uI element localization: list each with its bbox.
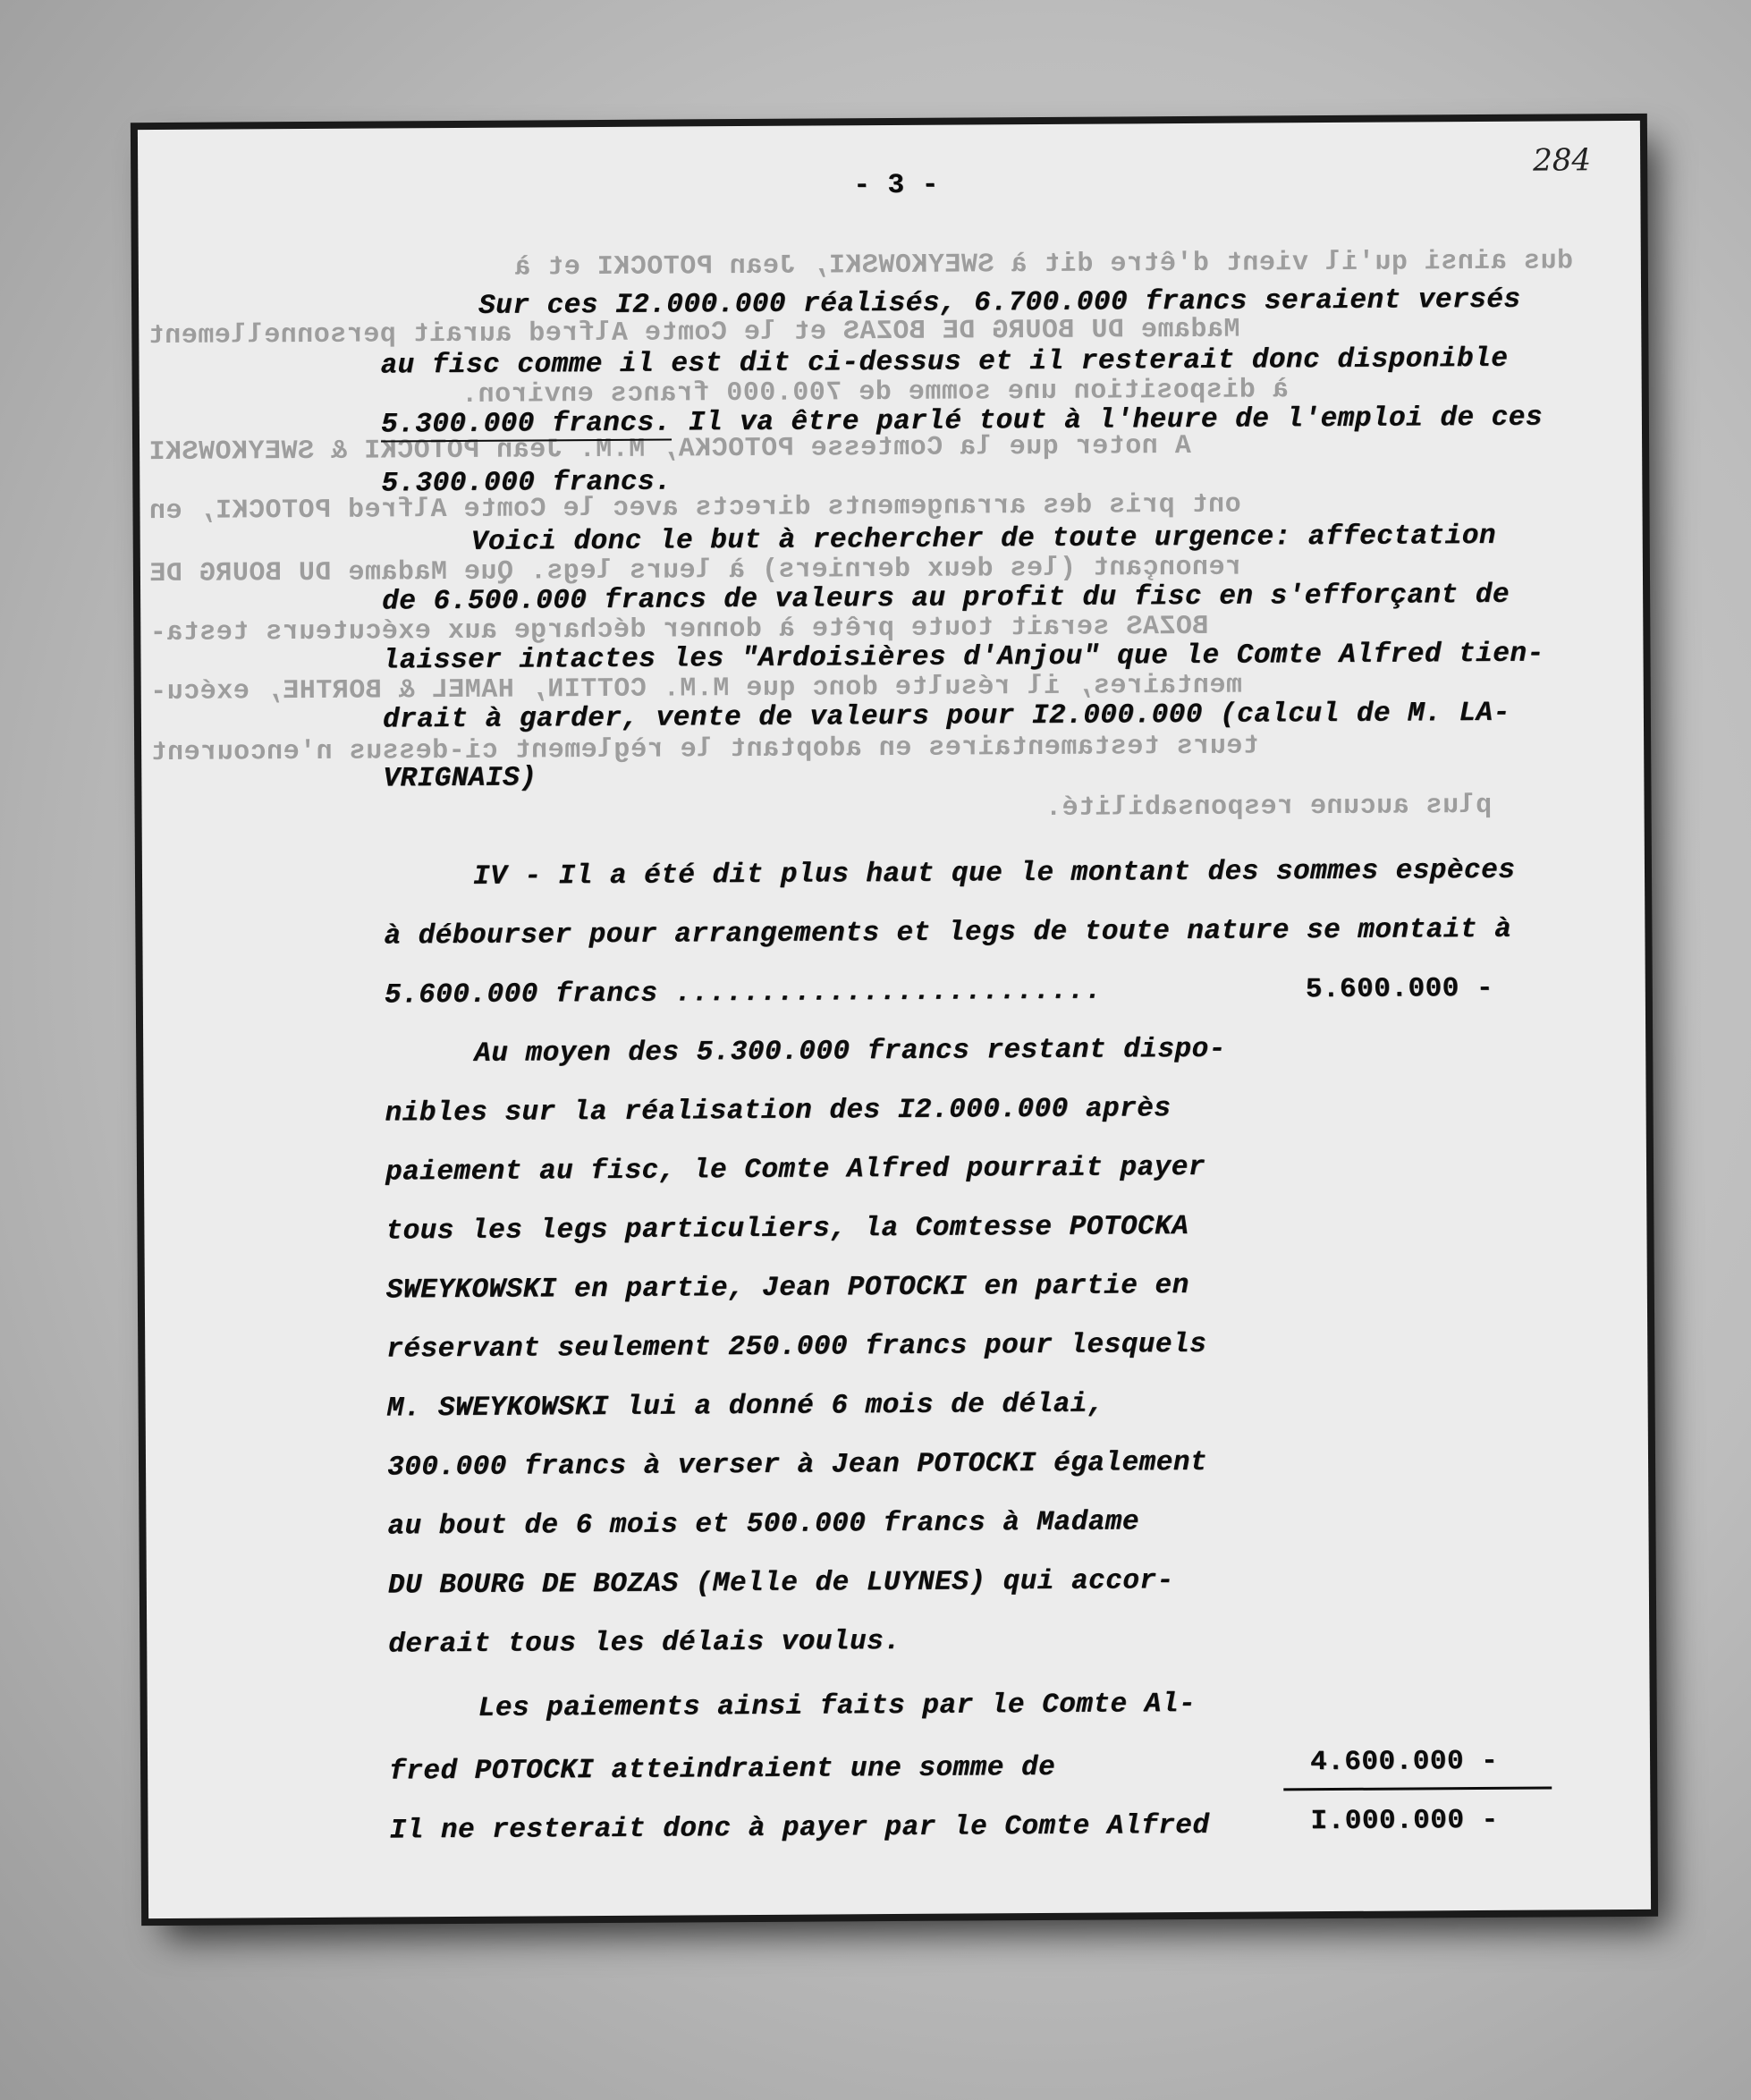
text-line: paiement au fisc, le Comte Alfred pourrait payer [385, 1151, 1206, 1189]
text-line: M. SWEYKOWSKI lui a donné 6 mois de délai, [386, 1388, 1105, 1425]
text-line: à débourser pour arrangements et legs de toute nature se montait à [384, 913, 1512, 953]
text-line: fred POTOCKI atteindraient une somme de [389, 1751, 1056, 1788]
sum-rule [1283, 1787, 1552, 1791]
text-line: drait à garder, vente de valeurs pour I2.000.000 (calcul de M. LA- [382, 697, 1510, 736]
text-line: DU BOURG DE BOZAS (Melle de LUYNES) qui accor- [387, 1565, 1174, 1602]
bleed-through-line: ont pris des arrangements directs avec le Comte Alfred POTOCKI, en [148, 489, 1241, 528]
page-number: - 3 - [853, 169, 939, 202]
typed-page [138, 121, 1651, 1918]
bleed-through-line: dus ainsi qu'il vient d'être dit à SWEYKOWSKI, Jean POTOCKI et à [513, 246, 1574, 284]
text-line: 5.300.000 francs. [381, 466, 672, 500]
text-line: Voici donc le but à rechercher de toute urgence: affectation [470, 520, 1497, 558]
text-line: VRIGNAIS) [383, 762, 537, 795]
text-line [381, 402, 1543, 441]
bleed-through-line: teurs testamentaires en adoptant le règlement ci-dessus n'encourent [150, 731, 1259, 769]
text-line: 5.600.000 francs ......................... [384, 975, 1103, 1012]
amount-subtotal: 4.600.000 - [1309, 1745, 1499, 1779]
amount-remaining: I.000.000 - [1310, 1804, 1499, 1838]
text-line: Il ne resterait donc à payer par le Comte Alfred [389, 1809, 1210, 1847]
text-line: Les paiements ainsi faits par le Comte Al- [478, 1688, 1197, 1724]
text-line: 300.000 francs à verser à Jean POTOCKI également [386, 1446, 1208, 1484]
text-line: derait tous les délais voulus. [388, 1625, 901, 1661]
corner-note: 284 [1533, 142, 1592, 179]
bleed-through-line: BOZAS serait toute prête à donner décharge aux exécuteurs testa- [149, 611, 1209, 649]
text-line: Sur ces I2.000.000 réalisés, 6.700.000 francs seraient versés [478, 284, 1521, 322]
bleed-through-line: Madame DU BOURG DE BOZAS et le Comte Alfred aurait personnellement [148, 314, 1240, 352]
text-line: IV - Il a été dit plus haut que le montant des sommes espèces [472, 854, 1516, 893]
bleed-through-line: plus aucune responsabilité. [1045, 790, 1493, 824]
bleed-through-line: renonçant (les deux derniers) à leurs legs. Que Madame DU BOURG DE [148, 552, 1242, 590]
underlined-amount: 5.300.000 francs. [380, 407, 672, 441]
bleed-through-line: à disposition une somme de 700.000 francs environ. [461, 375, 1289, 411]
amount-total: 5.600.000 - [1305, 972, 1494, 1006]
text-line: SWEYKOWSKI en partie, Jean POTOCKI en partie en [385, 1269, 1189, 1307]
text-line: laisser intactes les "Ardoisières d'Anjou" que le Comte Alfred tien- [382, 638, 1544, 677]
text-line: Au moyen des 5.300.000 francs restant dispo- [474, 1033, 1226, 1070]
text-line: de 6.500.000 francs de valeurs au profit du fisc en s'efforçant de [382, 579, 1510, 618]
text-line-continuation: Il va être parlé tout à l'heure de l'emploi de ces [671, 402, 1544, 439]
bleed-through-line: mentaires, il résulte donc que M.M. COTTIN, HAMEL & BORTHE, exécu- [149, 670, 1243, 708]
text-line: au fisc comme il est dit ci-dessus et il resterait donc disponible [380, 343, 1509, 382]
bleed-through-line: A noter que la Comtesse POTOCKA, M.M. Jean POTOCKI & SWEYKOWSKI [148, 430, 1191, 469]
text-line: au bout de 6 mois et 500.000 francs à Madame [387, 1506, 1140, 1543]
text-line: nibles sur la réalisation des I2.000.000 après [385, 1093, 1172, 1130]
text-line: tous les legs particuliers, la Comtesse POTOCKA [385, 1210, 1189, 1248]
text-line: réservant seulement 250.000 francs pour lesquels [386, 1328, 1207, 1366]
